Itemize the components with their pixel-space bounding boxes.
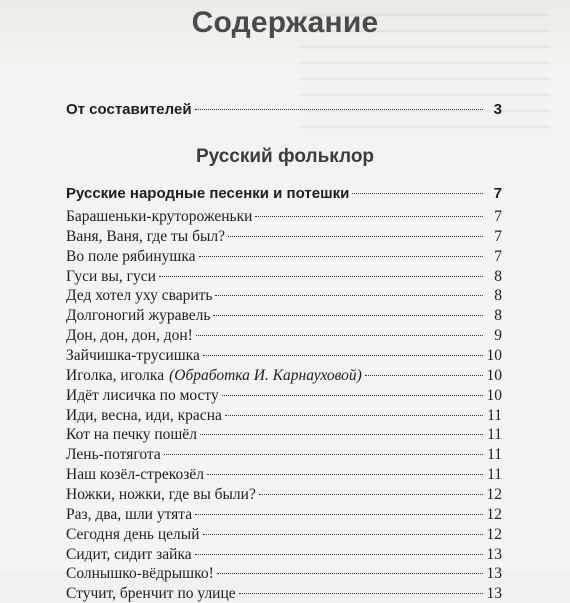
toc-page-number: 11 <box>487 406 502 424</box>
toc-entry-label: Дед хотел уху сварить <box>66 287 213 305</box>
section-heading: Русский фольклор <box>195 146 375 167</box>
toc-entry-label: Раз, два, шли утята <box>66 505 193 523</box>
toc-page-number: 7 <box>493 185 502 202</box>
dot-leader <box>195 554 483 555</box>
toc-page-number: 11 <box>487 426 502 444</box>
toc-page-number: 7 <box>494 227 502 245</box>
dot-leader <box>199 256 483 257</box>
toc-entry[interactable] <box>66 268 502 286</box>
toc-entry-label: Дон, дон, дон, дон! <box>66 327 193 345</box>
toc-page-number: 13 <box>486 585 502 603</box>
toc-page-number: 8 <box>494 287 502 305</box>
dot-leader <box>200 434 483 435</box>
toc-entry[interactable] <box>66 287 502 305</box>
toc-entry-label: Во поле рябинушка <box>66 247 196 265</box>
dot-leader <box>222 395 483 396</box>
toc-entry[interactable] <box>66 486 502 504</box>
toc-entry[interactable] <box>66 327 502 345</box>
toc-entry-label: Иголка, иголка <box>66 366 165 384</box>
toc-entry-note: (Обработка И. Карнауховой) <box>169 366 362 384</box>
toc-entry-label: Сегодня день целый <box>66 525 200 543</box>
dot-leader <box>196 335 483 336</box>
dot-leader <box>164 454 483 455</box>
toc-page-number: 10 <box>486 347 502 364</box>
toc-page-number: 11 <box>487 446 502 464</box>
toc-page-number: 7 <box>494 208 502 225</box>
toc-entry[interactable] <box>66 426 502 444</box>
toc-entry-label: От составителей <box>66 101 192 118</box>
dot-leader <box>203 534 484 535</box>
toc-entry-label: Долгоногий журавель <box>66 307 211 325</box>
toc-page-number: 9 <box>494 327 502 345</box>
dot-leader <box>225 415 483 416</box>
dot-leader <box>239 593 483 594</box>
dot-leader <box>228 236 483 237</box>
toc-entry-label: Лень-потягота <box>66 446 161 464</box>
toc-entry-label: Идёт лисичка по мосту <box>66 386 219 404</box>
toc-page-number: 10 <box>486 366 502 384</box>
dot-leader <box>365 375 483 376</box>
toc-entry[interactable] <box>66 307 502 325</box>
toc-entry[interactable] <box>66 208 502 226</box>
toc-page-number: 10 <box>486 386 502 404</box>
toc-entry-label: Ножки, ножки, где вы были? <box>66 485 256 503</box>
dot-leader <box>217 573 483 574</box>
toc-page-number: 12 <box>486 525 502 543</box>
toc-page-number: 8 <box>494 267 502 285</box>
toc-entry[interactable] <box>66 347 502 365</box>
toc-page-number: 3 <box>493 101 502 118</box>
toc-entry[interactable] <box>66 228 502 246</box>
toc-entry-label: Сидит, сидит зайка <box>66 545 192 563</box>
toc-entry-label: Кот на печку пошёл <box>66 426 197 444</box>
toc-page-number: 13 <box>486 565 502 583</box>
page-title: Содержание <box>191 6 379 39</box>
toc-page-number: 13 <box>486 545 502 563</box>
toc-entry[interactable] <box>66 407 502 425</box>
dot-leader <box>215 295 483 296</box>
toc-entry[interactable] <box>66 546 502 564</box>
toc-entry[interactable] <box>66 387 502 405</box>
dot-leader <box>255 216 483 217</box>
dot-leader <box>352 193 483 194</box>
dot-leader <box>159 276 483 277</box>
toc-entry[interactable] <box>66 367 502 385</box>
toc-entry-label: Гуси вы, гуси <box>66 267 156 285</box>
toc-entry[interactable] <box>66 506 502 524</box>
toc-entry-label: Зайчишка-трусишка <box>66 347 200 364</box>
dot-leader <box>195 109 483 110</box>
toc-entry-label: Стучит, бренчит по улице <box>66 585 236 603</box>
toc-page-number: 12 <box>486 485 502 503</box>
toc-page-number: 7 <box>494 247 502 265</box>
toc-entry-label: Русские народные песенки и потешки <box>66 185 350 202</box>
dot-leader <box>195 514 483 515</box>
toc-entry-label: Барашеньки-крутороженьки <box>66 208 253 225</box>
toc-entry[interactable] <box>66 526 502 544</box>
toc-entry-intro[interactable] <box>66 101 502 118</box>
toc-page-number: 11 <box>487 466 502 484</box>
toc-entry[interactable] <box>66 446 502 464</box>
toc-page-number: 8 <box>494 307 502 325</box>
toc-page-number: 12 <box>486 505 502 523</box>
toc-entry-label: Наш козёл-стрекозёл <box>66 466 204 484</box>
toc-entry[interactable] <box>66 585 502 603</box>
toc-entry[interactable] <box>66 248 502 266</box>
dot-leader <box>259 494 483 495</box>
toc-entry-label: Солнышко-вёдрышко! <box>66 565 214 583</box>
toc-entry-label: Иди, весна, иди, красна <box>66 406 222 424</box>
dot-leader <box>207 474 483 475</box>
toc-entry[interactable] <box>66 565 502 583</box>
toc-subsection[interactable] <box>66 185 502 202</box>
toc-entry[interactable] <box>66 466 502 484</box>
toc-entry-label: Ваня, Ваня, где ты был? <box>66 227 225 245</box>
dot-leader <box>213 315 483 316</box>
dot-leader <box>203 355 483 356</box>
